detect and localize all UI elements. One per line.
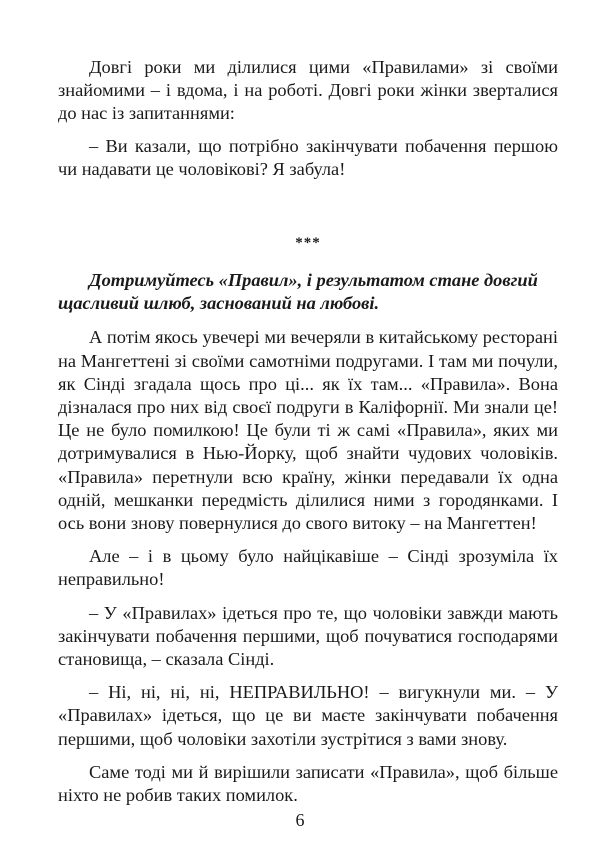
rule-epigraph: Дотримуйтесь «Правил», і результатом стане довгий щасливий шлюб, заснований на любові. bbox=[58, 270, 538, 314]
paragraph: – Ви казали, що потрібно закінчувати побачення першою чи надавати це чоловікові? Я забула! bbox=[58, 135, 558, 179]
paragraph: Довгі роки ми ділилися цими «Правилами» зі своїми знайомими – і вдома, і на роботі. Довгі роки жінки зверталися до нас із запитаннями: bbox=[58, 57, 558, 124]
page-body bbox=[58, 56, 558, 817]
paragraph: А потім якось увечері ми вечеряли в китайському ресторані на Мангеттені зі своїми самотніми подругами. І там ми почули, як Сінді згадала щось про ці... як їх там... «Правила». Вона дізналася про них від своєї подруги в Каліфорнії. Ми знали це! Це не було помилкою! Це були ті ж самі «Правила», яких ми дотримувалися в Нью-Йорку, щоб знайти чудових чоловіків. «Правила» перетнули всю країну, жінки передавали їх одна одній, мешканки передмість ділилися ними з городянками. І ось вони знову повернулися до свого витоку – на Мангеттен! bbox=[58, 327, 558, 534]
section-separator: *** bbox=[295, 235, 321, 252]
page-number: 6 bbox=[295, 810, 305, 830]
paragraph: Саме тоді ми й вирішили записати «Правила», щоб більше ніхто не робив таких помилок. bbox=[58, 761, 558, 806]
paragraph: – Ні, ні, ні, ні, НЕПРАВИЛЬНО! – вигукнули ми. – У «Правилах» ідеться, що це ви маєте закінчувати побачення першими, щоб чоловіки захотіли зустрітися з вами знову. bbox=[58, 682, 558, 749]
paragraph: – У «Правилах» ідеться про те, що чоловіки завжди мають закінчувати побачення першими, щоб почуватися господарями становища, – сказала Сінді. bbox=[58, 602, 558, 670]
paragraph: Але – і в цьому було найцікавіше – Сінді зрозуміла їх неправильно! bbox=[58, 546, 558, 590]
